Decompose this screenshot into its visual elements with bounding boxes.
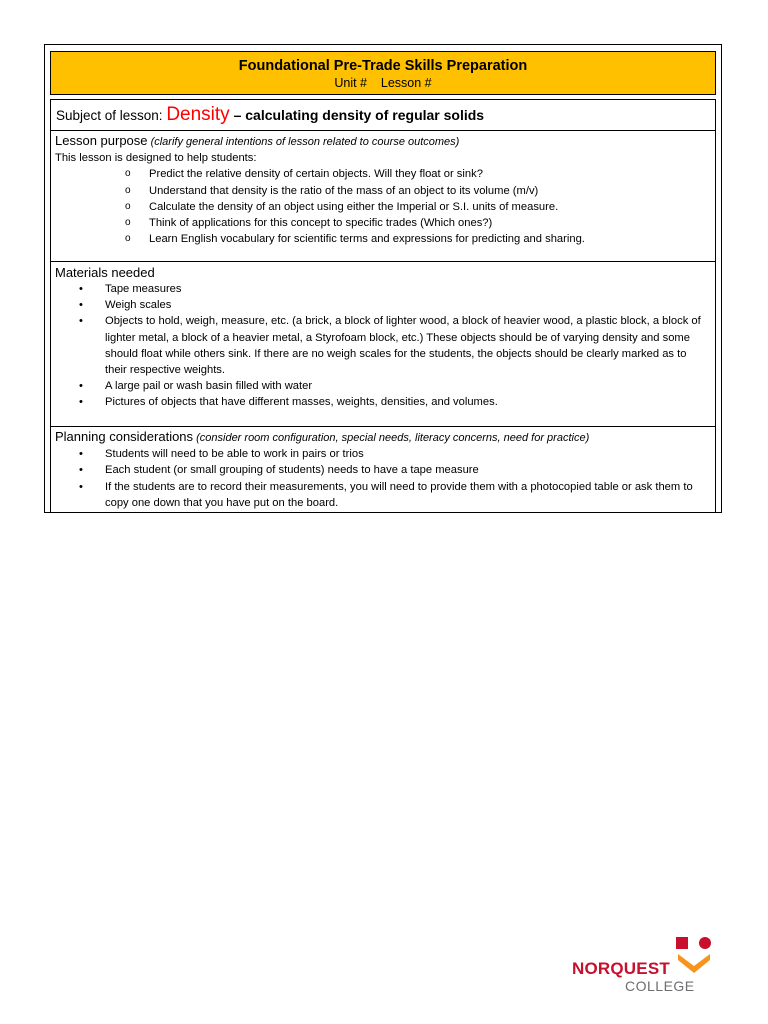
lesson-purpose-note: (clarify general intentions of lesson related to course outcomes) xyxy=(147,136,460,148)
logo-subtitle: COLLEGE xyxy=(625,978,695,994)
planning-list xyxy=(55,446,711,511)
bullet-icon: • xyxy=(79,396,83,409)
materials-section xyxy=(51,262,715,427)
bullet-icon: • xyxy=(79,283,83,295)
list-item: • If the students are to record their measurements, you will need to provide them with a photocopied table or ask them to copy one down that you have put on the board. xyxy=(79,480,693,509)
list-item: • Students will need to be able to work in pairs or trios xyxy=(79,446,711,462)
bullet-icon: • xyxy=(79,448,83,461)
circle-bullet-icon: o xyxy=(125,200,131,212)
norquest-college-logo xyxy=(570,935,715,997)
circle-bullet-icon: o xyxy=(125,168,131,180)
lesson-body xyxy=(50,99,716,513)
subject-topic: Density xyxy=(166,104,230,125)
list-item: • A large pail or wash basin filled with water xyxy=(79,378,711,394)
bullet-icon: • xyxy=(79,315,83,328)
bullet-icon: • xyxy=(79,380,83,393)
logo-chevron xyxy=(678,954,710,973)
planning-section xyxy=(51,427,715,511)
circle-bullet-icon: o xyxy=(125,233,131,245)
lesson-purpose-section xyxy=(51,131,715,262)
logo-red-dot xyxy=(699,937,711,949)
purpose-list xyxy=(55,166,711,247)
lesson-plan-frame xyxy=(44,44,722,513)
list-item: • Tape measures xyxy=(79,281,711,297)
subject-row xyxy=(51,100,715,131)
logo-red-square xyxy=(676,937,688,949)
list-item: o Understand that density is the ratio of the mass of an object to its volume (m/v) xyxy=(125,183,711,199)
list-item: o Learn English vocabulary for scientific terms and expressions for predicting and sharing. xyxy=(125,231,711,247)
materials-heading: Materials needed xyxy=(55,265,155,280)
circle-bullet-icon: o xyxy=(125,184,131,196)
materials-list xyxy=(55,281,711,411)
list-item: • Objects to hold, weigh, measure, etc. (a brick, a block of lighter wood, a block of heavier wood, a plastic block, a block of lighter metal, a block of a heavier metal, a Styrofoam block, etc.) These objects should be of varying density and some should float while others sink. If there are no weigh scales for the students, the objects should be clearly marked as to their respective weights. xyxy=(79,315,701,377)
planning-note: (consider room configuration, special needs, literacy concerns, need for practice) xyxy=(193,432,590,444)
planning-heading: Planning considerations xyxy=(55,429,194,444)
subject-description: – calculating density of regular solids xyxy=(229,107,485,123)
bullet-icon: • xyxy=(79,299,83,312)
bullet-icon: • xyxy=(79,480,83,493)
circle-bullet-icon: o xyxy=(125,217,131,229)
logo-name: NORQUEST xyxy=(572,959,670,978)
list-item: • Each student (or small grouping of students) needs to have a tape measure xyxy=(79,462,711,478)
list-item: • Weigh scales xyxy=(79,297,711,313)
list-item: o Calculate the density of an object using either the Imperial or S.I. units of measure. xyxy=(125,199,711,215)
lesson-purpose-intro: This lesson is designed to help students: xyxy=(55,152,257,165)
list-item: o Predict the relative density of certain objects. Will they float or sink? xyxy=(125,166,711,182)
subject-label: Subject of lesson: xyxy=(56,108,167,123)
norquest-logo-mark-icon xyxy=(674,935,714,975)
header-banner xyxy=(50,51,716,95)
list-item: o Think of applications for this concept to specific trades (Which ones?) xyxy=(125,215,711,231)
lesson-purpose-heading: Lesson purpose xyxy=(55,133,148,148)
page-title: Foundational Pre-Trade Skills Preparation xyxy=(238,58,528,74)
unit-lesson-line: Unit # Lesson # xyxy=(334,76,432,90)
list-item: • Pictures of objects that have different masses, weights, densities, and volumes. xyxy=(79,394,711,410)
bullet-icon: • xyxy=(79,464,83,477)
